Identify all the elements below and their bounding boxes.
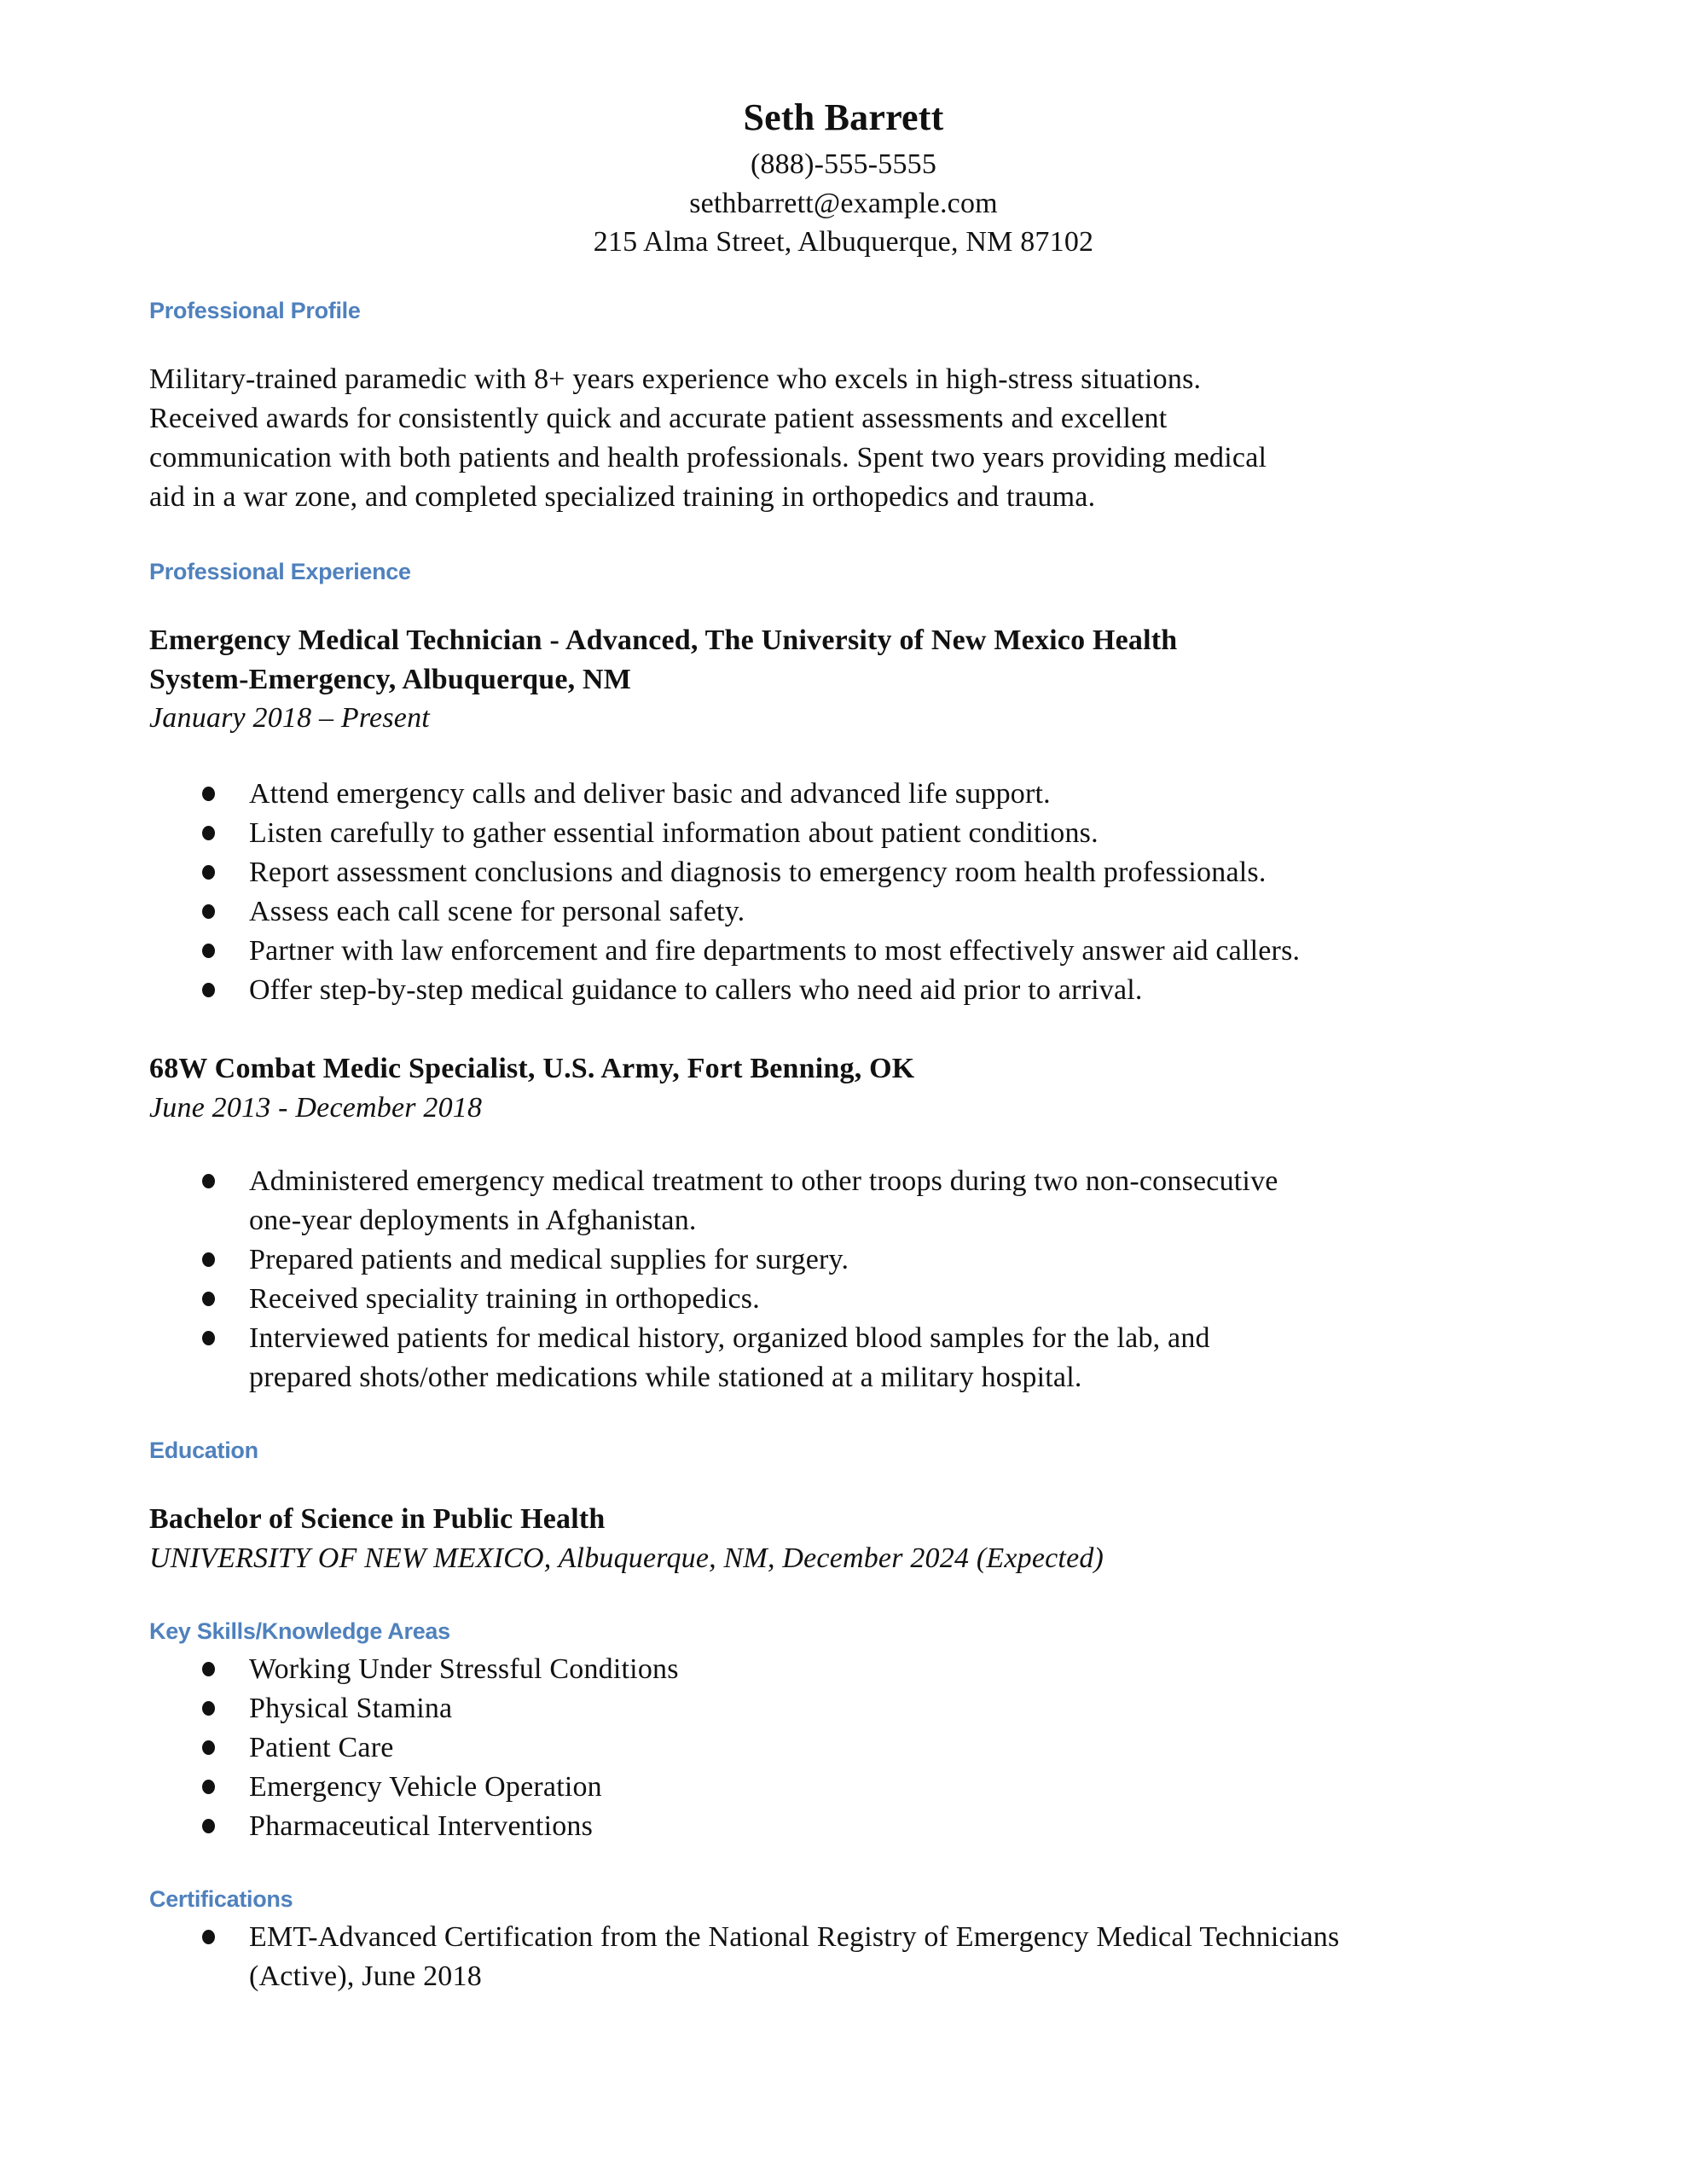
- skill-item: Working Under Stressful Conditions: [249, 1653, 679, 1685]
- street-address: 215 Alma Street, Albuquerque, NM 87102: [593, 226, 1094, 258]
- bullet-icon: [202, 1780, 215, 1794]
- phone-number: (888)-555-5555: [750, 148, 937, 180]
- section-heading-education: Education: [149, 1438, 258, 1463]
- bullet-icon: [202, 1662, 215, 1676]
- job-bullet-continuation: one-year deployments in Afghanistan.: [249, 1205, 697, 1236]
- bullet-icon: [202, 983, 215, 997]
- job-title: 68W Combat Medic Specialist, U.S. Army, Fort Benning, OK: [149, 1053, 915, 1084]
- bullet-icon: [202, 1174, 215, 1188]
- job-bullet: Administered emergency medical treatment to other troops during two non-consecutive: [249, 1165, 1278, 1197]
- bullet-icon: [202, 787, 215, 801]
- certification-item: EMT-Advanced Certification from the National Registry of Emergency Medical Technicians: [249, 1921, 1340, 1953]
- job-title: Emergency Medical Technician - Advanced, The University of New Mexico Health: [149, 624, 1178, 656]
- section-heading-certifications: Certifications: [149, 1886, 293, 1912]
- job-bullet: Offer step-by-step medical guidance to callers who need aid prior to arrival.: [249, 974, 1143, 1006]
- job-bullet-continuation: prepared shots/other medications while stationed at a military hospital.: [249, 1362, 1082, 1393]
- skill-item: Physical Stamina: [249, 1693, 453, 1724]
- bullet-icon: [202, 865, 215, 880]
- certification-item-continuation: (Active), June 2018: [249, 1960, 482, 1992]
- candidate-name: Seth Barrett: [743, 96, 944, 138]
- bullet-icon: [202, 1819, 215, 1833]
- bullet-icon: [202, 1740, 215, 1755]
- email-address: sethbarrett@example.com: [689, 188, 998, 219]
- job-bullet: Assess each call scene for personal safety.: [249, 896, 745, 927]
- skill-item: Patient Care: [249, 1732, 394, 1763]
- job-dates: June 2013 - December 2018: [149, 1092, 483, 1124]
- profile-line: communication with both patients and health professionals. Spent two years providing medical: [149, 442, 1267, 473]
- bullet-icon: [202, 1930, 215, 1944]
- bullet-icon: [202, 904, 215, 919]
- school-details: UNIVERSITY OF NEW MEXICO, Albuquerque, NM, December 2024 (Expected): [149, 1542, 1104, 1574]
- section-heading-skills: Key Skills/Knowledge Areas: [149, 1618, 450, 1644]
- job-dates: January 2018 – Present: [149, 702, 430, 734]
- skill-item: Emergency Vehicle Operation: [249, 1771, 602, 1803]
- job-bullet: Prepared patients and medical supplies for surgery.: [249, 1244, 849, 1275]
- bullet-icon: [202, 1701, 215, 1716]
- bullet-icon: [202, 1252, 215, 1267]
- section-heading-experience: Professional Experience: [149, 559, 411, 584]
- job-bullet: Attend emergency calls and deliver basic and advanced life support.: [249, 778, 1051, 810]
- job-bullet: Report assessment conclusions and diagnosis to emergency room health professionals.: [249, 857, 1267, 888]
- bullet-icon: [202, 1292, 215, 1306]
- job-title: System-Emergency, Albuquerque, NM: [149, 664, 632, 695]
- job-bullet: Received speciality training in orthopedics.: [249, 1283, 760, 1315]
- job-bullet: Listen carefully to gather essential information about patient conditions.: [249, 817, 1099, 849]
- bullet-icon: [202, 826, 215, 840]
- job-bullet: Interviewed patients for medical history, organized blood samples for the lab, and: [249, 1322, 1210, 1354]
- job-bullet: Partner with law enforcement and fire departments to most effectively answer aid callers.: [249, 935, 1301, 967]
- profile-line: aid in a war zone, and completed specialized training in orthopedics and trauma.: [149, 481, 1096, 513]
- profile-line: Military-trained paramedic with 8+ years experience who excels in high-stress situations.: [149, 363, 1202, 395]
- bullet-icon: [202, 1331, 215, 1345]
- skill-item: Pharmaceutical Interventions: [249, 1810, 594, 1842]
- degree-title: Bachelor of Science in Public Health: [149, 1503, 606, 1535]
- bullet-icon: [202, 944, 215, 958]
- section-heading-profile: Professional Profile: [149, 298, 361, 323]
- profile-line: Received awards for consistently quick and accurate patient assessments and excellent: [149, 403, 1168, 434]
